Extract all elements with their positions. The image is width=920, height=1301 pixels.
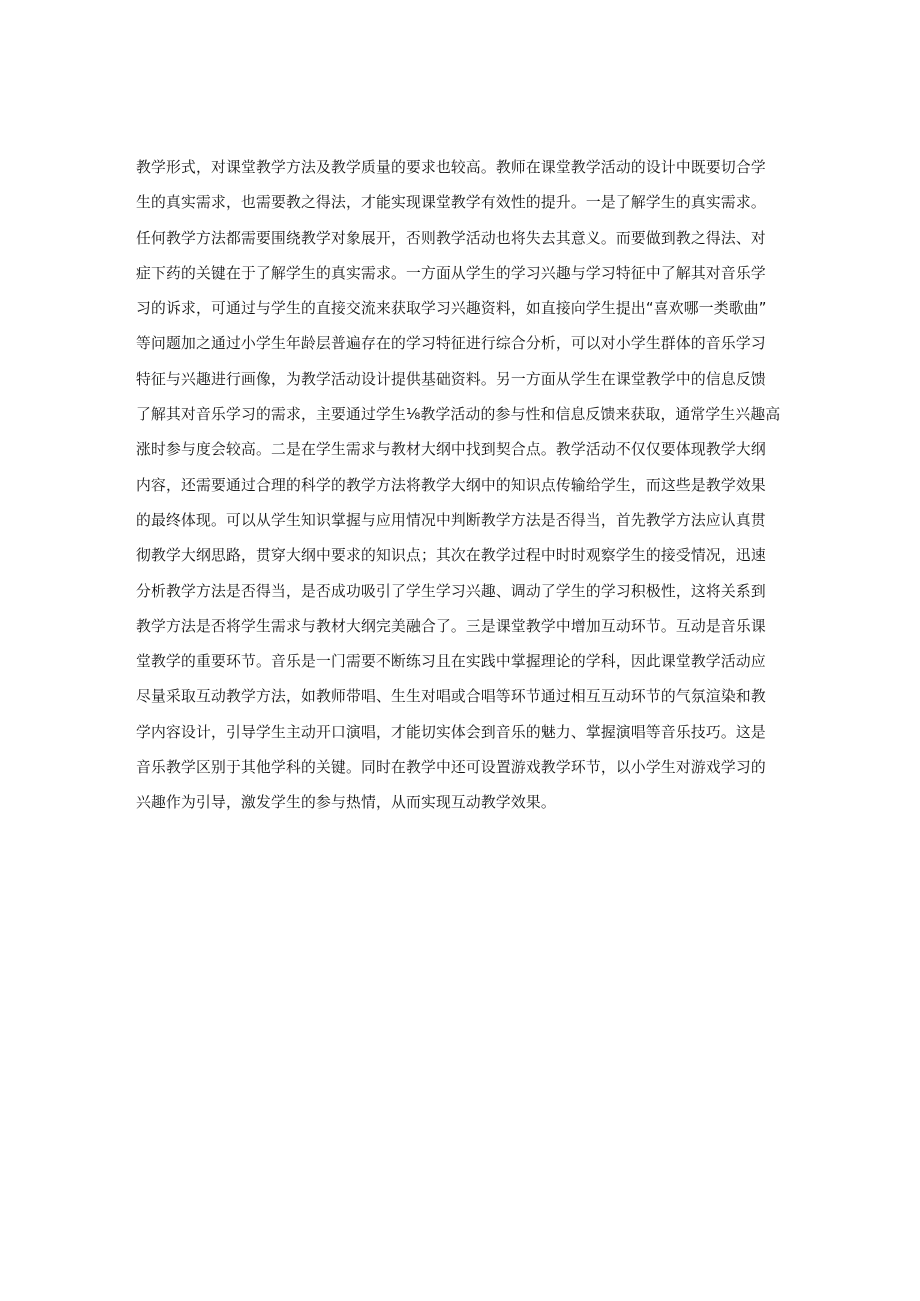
paragraph-line: 习的诉求，可通过与学生的直接交流来获取学习兴趣资料，如直接向学生提出“喜欢哪一类歌曲” bbox=[136, 300, 767, 318]
paragraph-line: 音乐教学区别于其他学科的关键。同时在教学中还可设置游戏教学环节，以小学生对游戏学习的 bbox=[136, 759, 766, 777]
paragraph-line: 内容，还需要通过合理的科学的教学方法将教学大纲中的知识点传输给学生，而这些是教学效果 bbox=[136, 476, 766, 494]
paragraph-line: 任何教学方法都需要围绕教学对象展开，否则教学活动也将失去其意义。而要做到教之得法、对 bbox=[136, 229, 766, 247]
paragraph-line: 涨时参与度会较高。二是在学生需求与教材大纲中找到契合点。教学活动不仅仅要体现教学大纲 bbox=[136, 441, 766, 459]
paragraph-line: 特征与兴趣进行画像，为教学活动设计提供基础资料。另一方面从学生在课堂教学中的信息反馈 bbox=[136, 370, 766, 388]
paragraph-line: 学内容设计，引导学生主动开口演唱，才能切实体会到音乐的魅力、掌握演唱等音乐技巧。这是 bbox=[136, 723, 766, 741]
paragraph-line: 堂教学的重要环节。音乐是一门需要不断练习且在实践中掌握理论的学科，因此课堂教学活动应 bbox=[136, 653, 766, 671]
paragraph-line: 教学形式，对课堂教学方法及教学质量的要求也较高。教师在课堂教学活动的设计中既要切合学 bbox=[136, 159, 766, 176]
paragraph-line: 尽量采取互动教学方法，如教师带唱、生生对唱或合唱等环节通过相互互动环节的气氛渲染和教 bbox=[136, 688, 766, 706]
paragraph-line: 彻教学大纲思路，贯穿大纲中要求的知识点；其次在教学过程中时时观察学生的接受情况，迅速 bbox=[136, 547, 766, 565]
paragraph-line: 兴趣作为引导，激发学生的参与热情，从而实现互动教学效果。 bbox=[136, 794, 556, 812]
paragraph-line: 等问题加之通过小学生年龄层普遍存在的学习特征进行综合分析，可以对小学生群体的音乐学习 bbox=[136, 335, 766, 353]
body-paragraph bbox=[136, 159, 796, 821]
paragraph-line: 教学方法是否将学生需求与教材大纲完美融合了。三是课堂教学中增加互动环节。互动是音乐课 bbox=[136, 617, 766, 635]
paragraph-line: 生的真实需求，也需要教之得法，才能实现课堂教学有效性的提升。一是了解学生的真实需求。 bbox=[136, 194, 766, 212]
paragraph-line: 症下药的关键在于了解学生的真实需求。一方面从学生的学习兴趣与学习特征中了解其对音乐学 bbox=[136, 264, 766, 282]
paragraph-line: 了解其对音乐学习的需求，主要通过学生⅛教学活动的参与性和信息反馈来获取，通常学生兴趣高 bbox=[136, 406, 781, 424]
paragraph-line: 分析教学方法是否得当，是否成功吸引了学生学习兴趣、调动了学生的学习积极性，这将关系到 bbox=[136, 582, 766, 600]
paragraph-line: 的最终体现。可以从学生知识掌握与应用情况中判断教学方法是否得当，首先教学方法应认真贯 bbox=[136, 511, 766, 529]
